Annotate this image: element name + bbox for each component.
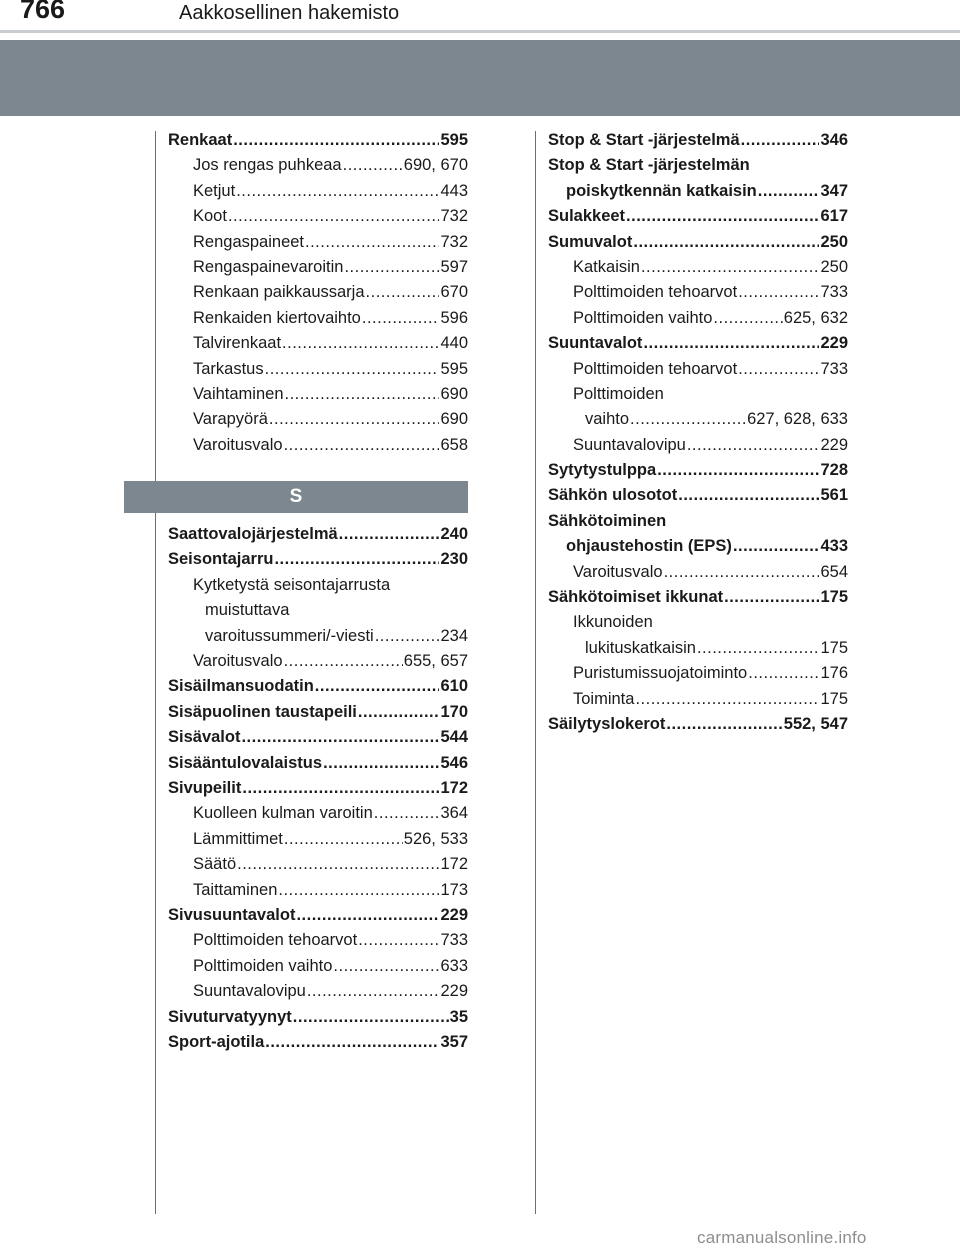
index-entry bbox=[548, 563, 848, 588]
index-entry bbox=[548, 410, 848, 435]
entry-label: Stop & Start -järjestelmä bbox=[548, 131, 740, 149]
dot-leader bbox=[284, 436, 440, 455]
watermark: carmanualsonline.info bbox=[697, 1228, 867, 1247]
index-group-s bbox=[168, 525, 468, 1058]
dot-leader bbox=[741, 131, 820, 150]
entry-page-ref: 546 bbox=[440, 753, 468, 772]
entry-page-ref: 728 bbox=[820, 461, 848, 480]
entry-label: Rengaspainevaroitin bbox=[193, 257, 344, 276]
index-entry bbox=[548, 233, 848, 258]
entry-label: Renkaan paikkaussarja bbox=[193, 283, 365, 302]
entry-page-ref: 346 bbox=[820, 131, 848, 149]
entry-page-ref: 544 bbox=[440, 728, 468, 747]
dot-leader bbox=[358, 931, 439, 950]
dot-leader bbox=[738, 360, 819, 379]
entry-label: Renkaat bbox=[168, 131, 233, 149]
entry-label: Seisontajarru bbox=[168, 550, 274, 569]
entry-page-ref: 229 bbox=[820, 334, 848, 353]
index-entry bbox=[548, 182, 848, 207]
entry-label: Säilytyslokerot bbox=[548, 714, 666, 733]
entry-label: Kuolleen kulman varoitin bbox=[193, 804, 373, 823]
entry-page-ref: 627, 628, 633 bbox=[747, 410, 848, 429]
dot-leader bbox=[237, 855, 439, 874]
entry-page-ref: 597 bbox=[440, 257, 468, 276]
index-entry bbox=[168, 881, 468, 906]
entry-label: Jos rengas puhkeaa bbox=[193, 156, 342, 175]
index-entry bbox=[168, 258, 468, 283]
entry-page-ref: 655, 657 bbox=[403, 652, 468, 671]
dot-leader bbox=[333, 957, 439, 976]
entry-label: Sähkötoimiset ikkunat bbox=[548, 588, 724, 607]
entry-page-ref: 440 bbox=[440, 334, 468, 353]
index-entry bbox=[168, 1033, 468, 1058]
entry-label: Saattovalojärjestelmä bbox=[168, 525, 338, 544]
entry-page-ref: 617 bbox=[820, 207, 848, 226]
dot-leader bbox=[633, 233, 819, 252]
dot-leader bbox=[284, 830, 403, 849]
dot-leader bbox=[666, 715, 782, 734]
entry-label: Suuntavalovipu bbox=[193, 982, 306, 1001]
column-divider-left bbox=[155, 131, 156, 1214]
dot-leader bbox=[307, 982, 440, 1001]
dot-leader bbox=[626, 207, 819, 226]
index-column-right bbox=[548, 131, 848, 740]
entry-label: Sisävalot bbox=[168, 728, 241, 747]
dot-leader bbox=[758, 182, 820, 201]
index-entry bbox=[168, 779, 468, 804]
entry-page-ref: 670 bbox=[440, 283, 468, 302]
entry-label: Vaihtaminen bbox=[193, 384, 284, 403]
entry-label: Varoitusvalo bbox=[193, 435, 283, 454]
entry-page-ref: 552, 547 bbox=[783, 714, 848, 733]
entry-label: Suuntavalovipu bbox=[573, 435, 686, 454]
entry-label: Sivuturvatyynyt bbox=[168, 1007, 292, 1026]
entry-label: Sisääntulovalaistus bbox=[168, 753, 323, 772]
dot-leader bbox=[241, 728, 439, 747]
entry-label: Säätö bbox=[193, 855, 237, 874]
index-entry bbox=[168, 410, 468, 435]
entry-page-ref: 690, 670 bbox=[403, 156, 468, 175]
dot-leader bbox=[635, 690, 819, 709]
entry-label: Suuntavalot bbox=[548, 334, 643, 353]
index-entry bbox=[548, 156, 848, 181]
dot-leader bbox=[366, 283, 440, 302]
index-entry bbox=[168, 728, 468, 753]
entry-label: Polttimoiden tehoarvot bbox=[573, 283, 738, 302]
entry-label: Rengaspaineet bbox=[193, 232, 305, 251]
index-entry bbox=[548, 334, 848, 359]
index-entry bbox=[168, 855, 468, 880]
index-entry bbox=[168, 360, 468, 385]
index-entry bbox=[168, 1008, 468, 1033]
index-entry bbox=[548, 258, 848, 283]
entry-label: Taittaminen bbox=[193, 880, 278, 899]
header-rule bbox=[0, 30, 960, 33]
index-entry bbox=[548, 385, 848, 410]
index-entry bbox=[548, 537, 848, 562]
index-entry bbox=[168, 385, 468, 410]
entry-label: vaihto bbox=[585, 410, 630, 429]
entry-label: Katkaisin bbox=[573, 257, 640, 276]
entry-label: Varoitusvalo bbox=[193, 652, 283, 671]
entry-label: Varoitusvalo bbox=[573, 562, 663, 581]
index-entry bbox=[548, 360, 848, 385]
entry-page-ref: 595 bbox=[440, 131, 468, 149]
entry-label: Sähkötoiminen bbox=[548, 511, 667, 530]
entry-page-ref: 250 bbox=[820, 257, 848, 276]
dot-leader bbox=[630, 410, 746, 429]
index-entry bbox=[548, 639, 848, 664]
entry-label: Sisäpuolinen taustapeili bbox=[168, 702, 357, 721]
entry-page-ref: 526, 533 bbox=[403, 829, 468, 848]
index-entry bbox=[548, 309, 848, 334]
dot-leader bbox=[236, 182, 439, 201]
entry-label: Toiminta bbox=[573, 689, 635, 708]
section-header-s bbox=[124, 481, 468, 513]
index-entry bbox=[168, 525, 468, 550]
dot-leader bbox=[362, 309, 440, 328]
entry-page-ref: 733 bbox=[440, 931, 468, 950]
dot-leader bbox=[285, 385, 440, 404]
entry-page-ref: 610 bbox=[440, 677, 468, 696]
index-column-left bbox=[168, 131, 468, 1058]
entry-label: Polttimoiden tehoarvot bbox=[193, 931, 358, 950]
entry-label: Sähkön ulosotot bbox=[548, 486, 678, 505]
dot-leader bbox=[724, 588, 819, 607]
header-band bbox=[0, 40, 960, 116]
dot-leader bbox=[282, 334, 439, 353]
dot-leader bbox=[228, 207, 440, 226]
index-entry bbox=[548, 131, 848, 156]
entry-label: Talvirenkaat bbox=[193, 334, 282, 353]
entry-label: lukituskatkaisin bbox=[585, 638, 696, 657]
column-divider-right bbox=[535, 131, 536, 1214]
entry-label: Tarkastus bbox=[193, 359, 264, 378]
index-group-r bbox=[168, 131, 468, 461]
dot-leader bbox=[687, 436, 820, 455]
dot-leader bbox=[748, 664, 819, 683]
entry-page-ref: 229 bbox=[440, 905, 468, 924]
index-entry bbox=[168, 931, 468, 956]
dot-leader bbox=[733, 537, 820, 556]
entry-label: Ikkunoiden bbox=[573, 613, 653, 632]
entry-page-ref: 596 bbox=[440, 308, 468, 327]
index-entry bbox=[548, 715, 848, 740]
entry-label: Ketjut bbox=[193, 181, 236, 200]
section-letter: S bbox=[289, 486, 303, 508]
dot-leader bbox=[657, 461, 819, 480]
entry-label: ohjaustehostin (EPS) bbox=[566, 537, 732, 556]
entry-label: Puristumissuojatoiminto bbox=[573, 664, 748, 683]
dot-leader bbox=[375, 627, 440, 646]
dot-leader bbox=[233, 131, 439, 150]
dot-leader bbox=[242, 779, 439, 798]
dot-leader bbox=[678, 486, 819, 505]
index-entry bbox=[168, 652, 468, 677]
index-entry bbox=[548, 613, 848, 638]
entry-page-ref: 561 bbox=[820, 486, 848, 505]
entry-page-ref: 733 bbox=[820, 359, 848, 378]
dot-leader bbox=[358, 703, 440, 722]
entry-label: muistuttava bbox=[205, 601, 290, 620]
index-entry bbox=[168, 677, 468, 702]
index-entry bbox=[168, 233, 468, 258]
entry-label: Renkaiden kiertovaihto bbox=[193, 308, 361, 327]
dot-leader bbox=[265, 1033, 439, 1052]
dot-leader bbox=[713, 309, 782, 328]
entry-page-ref: 170 bbox=[440, 702, 468, 721]
index-entry bbox=[168, 804, 468, 829]
index-entry bbox=[548, 461, 848, 486]
entry-page-ref: 172 bbox=[440, 855, 468, 874]
entry-page-ref: 172 bbox=[440, 778, 468, 797]
entry-page-ref: 364 bbox=[440, 804, 468, 823]
dot-leader bbox=[664, 563, 820, 582]
dot-leader bbox=[315, 677, 440, 696]
entry-label: Sytytystulppa bbox=[548, 461, 657, 480]
entry-page-ref: 240 bbox=[440, 525, 468, 544]
dot-leader bbox=[643, 334, 819, 353]
dot-leader bbox=[296, 906, 439, 925]
index-entry bbox=[548, 486, 848, 511]
dot-leader bbox=[293, 1008, 449, 1027]
entry-label: Kytketystä seisontajarrusta bbox=[193, 575, 391, 594]
entry-page-ref: 658 bbox=[440, 435, 468, 454]
page-title: Aakkosellinen hakemisto bbox=[179, 2, 400, 24]
index-entry bbox=[168, 754, 468, 779]
index-entry bbox=[548, 436, 848, 461]
dot-leader bbox=[344, 258, 439, 277]
dot-leader bbox=[697, 639, 820, 658]
dot-leader bbox=[265, 360, 440, 379]
entry-page-ref: 690 bbox=[440, 384, 468, 403]
index-entry bbox=[168, 182, 468, 207]
entry-page-ref: 625, 632 bbox=[783, 308, 848, 327]
entry-label: Stop & Start -järjestelmän bbox=[548, 156, 750, 175]
entry-label: Polttimoiden vaihto bbox=[573, 308, 713, 327]
entry-label: Koot bbox=[193, 207, 227, 226]
dot-leader bbox=[278, 881, 439, 900]
index-entry bbox=[548, 588, 848, 613]
index-entry bbox=[548, 207, 848, 232]
dot-leader bbox=[323, 754, 439, 773]
index-entry bbox=[168, 207, 468, 232]
entry-page-ref: 733 bbox=[820, 283, 848, 302]
index-entry bbox=[548, 512, 848, 537]
index-entry bbox=[548, 664, 848, 689]
index-entry bbox=[168, 957, 468, 982]
index-entry bbox=[168, 550, 468, 575]
entry-label: poiskytkennän katkaisin bbox=[566, 181, 757, 200]
entry-label: Lämmittimet bbox=[193, 829, 283, 848]
dot-leader bbox=[274, 550, 439, 569]
index-entry bbox=[168, 309, 468, 334]
index-entry bbox=[168, 982, 468, 1007]
entry-page-ref: 732 bbox=[440, 207, 468, 226]
index-entry bbox=[168, 436, 468, 461]
entry-label: Sport-ajotila bbox=[168, 1032, 265, 1051]
dot-leader bbox=[641, 258, 820, 277]
entry-page-ref: 433 bbox=[820, 537, 848, 556]
entry-page-ref: 176 bbox=[820, 664, 848, 683]
entry-label: Varapyörä bbox=[193, 410, 268, 429]
entry-label: Sumuvalot bbox=[548, 232, 633, 251]
entry-label: Polttimoiden vaihto bbox=[193, 956, 333, 975]
entry-page-ref: 35 bbox=[449, 1007, 468, 1026]
entry-label: Sulakkeet bbox=[548, 207, 626, 226]
index-entry bbox=[548, 283, 848, 308]
entry-label: varoitussummeri/-viesti bbox=[205, 626, 374, 645]
entry-page-ref: 443 bbox=[440, 181, 468, 200]
index-entry bbox=[168, 601, 468, 626]
entry-page-ref: 230 bbox=[440, 550, 468, 569]
dot-leader bbox=[305, 233, 439, 252]
dot-leader bbox=[374, 804, 440, 823]
entry-page-ref: 229 bbox=[820, 435, 848, 454]
index-group-s-cont bbox=[548, 131, 848, 740]
entry-page-ref: 175 bbox=[820, 638, 848, 657]
entry-page-ref: 654 bbox=[820, 562, 848, 581]
index-entry bbox=[168, 131, 468, 156]
dot-leader bbox=[269, 410, 440, 429]
entry-page-ref: 175 bbox=[820, 689, 848, 708]
entry-label: Sivupeilit bbox=[168, 778, 242, 797]
index-entry bbox=[168, 703, 468, 728]
entry-page-ref: 690 bbox=[440, 410, 468, 429]
entry-page-ref: 250 bbox=[820, 232, 848, 251]
entry-page-ref: 595 bbox=[440, 359, 468, 378]
entry-page-ref: 357 bbox=[440, 1032, 468, 1051]
entry-label: Polttimoiden tehoarvot bbox=[573, 359, 738, 378]
entry-label: Sisäilmansuodatin bbox=[168, 677, 314, 696]
index-entry bbox=[168, 156, 468, 181]
index-entry bbox=[548, 690, 848, 715]
entry-page-ref: 175 bbox=[820, 588, 848, 607]
dot-leader bbox=[339, 525, 440, 544]
entry-page-ref: 173 bbox=[440, 880, 468, 899]
index-entry bbox=[168, 627, 468, 652]
entry-label: Sivusuuntavalot bbox=[168, 905, 296, 924]
index-entry bbox=[168, 283, 468, 308]
index-entry bbox=[168, 576, 468, 601]
entry-page-ref: 732 bbox=[440, 232, 468, 251]
index-entry bbox=[168, 334, 468, 359]
page-number: 766 bbox=[20, 0, 66, 24]
entry-page-ref: 633 bbox=[440, 956, 468, 975]
index-entry bbox=[168, 906, 468, 931]
index-entry bbox=[168, 830, 468, 855]
dot-leader bbox=[343, 156, 403, 175]
dot-leader bbox=[738, 283, 819, 302]
entry-page-ref: 234 bbox=[440, 626, 468, 645]
entry-page-ref: 229 bbox=[440, 982, 468, 1001]
entry-label: Polttimoiden bbox=[573, 384, 664, 403]
entry-page-ref: 347 bbox=[820, 181, 848, 200]
dot-leader bbox=[284, 652, 403, 671]
